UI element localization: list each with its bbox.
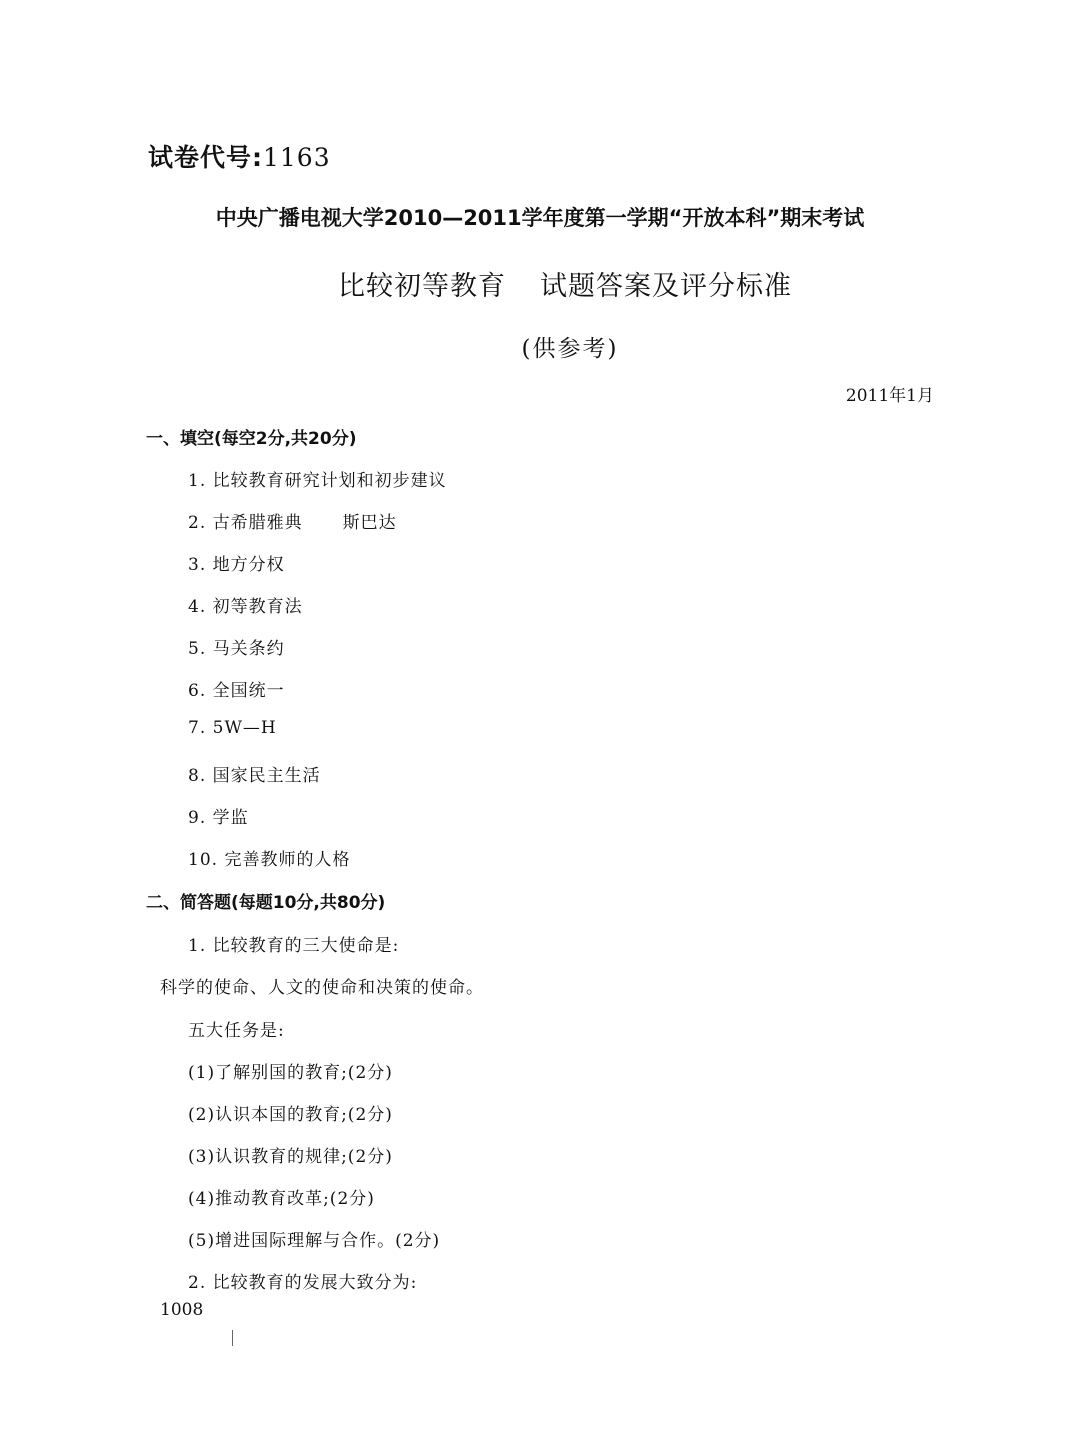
fill-answer-6: 6. 全国统一 — [188, 681, 285, 701]
paper-code — [148, 138, 331, 174]
fill-answer-1: 1. 比较教育研究计划和初步建议 — [188, 471, 447, 491]
margin-mark — [232, 1330, 233, 1346]
fill-answer-9: 9. 学监 — [188, 808, 249, 828]
reference-note: (供参考) — [521, 336, 619, 362]
paper-code-value: 1163 — [263, 143, 331, 172]
fill-answer-2-part-b: 斯巴达 — [342, 513, 397, 533]
short-answer-line-8: (5)增进国际理解与合作。(2分) — [188, 1231, 441, 1251]
short-answer-line-9: 2. 比较教育的发展大致分为: — [188, 1273, 418, 1293]
short-answer-line-2: 科学的使命、人文的使命和决策的使命。 — [160, 978, 484, 998]
short-answer-line-4: (1)了解别国的教育;(2分) — [188, 1063, 393, 1083]
paper-code-label: 试卷代号: — [148, 143, 263, 172]
section-heading-short-answer: 二、简答题(每题10分,共80分) — [146, 893, 386, 913]
subject-title — [0, 264, 1080, 303]
fill-answer-10: 10. 完善教师的人格 — [188, 850, 351, 870]
short-answer-line-7: (4)推动教育改革;(2分) — [188, 1189, 375, 1209]
short-answer-line-5: (2)认识本国的教育;(2分) — [188, 1105, 393, 1125]
page-number: 1008 — [160, 1300, 204, 1320]
fill-answer-4: 4. 初等教育法 — [188, 597, 303, 617]
fill-answer-2-part-a: 2. 古希腊雅典 — [188, 513, 303, 533]
fill-answer-5: 5. 马关条约 — [188, 639, 285, 659]
subject-suffix: 试题答案及评分标准 — [540, 271, 792, 302]
exam-title: 中央广播电视大学2010—2011学年度第一学期“开放本科”期末考试 — [215, 206, 865, 230]
exam-date: 2011年1月 — [845, 386, 934, 406]
subject-name: 比较初等教育 — [338, 271, 506, 302]
fill-answer-8: 8. 国家民主生活 — [188, 766, 321, 786]
short-answer-line-3: 五大任务是: — [188, 1021, 285, 1041]
short-answer-line-6: (3)认识教育的规律;(2分) — [188, 1147, 393, 1167]
fill-answer-3: 3. 地方分权 — [188, 555, 285, 575]
fill-answer-2 — [188, 508, 397, 533]
section-heading-fill-blank: 一、填空(每空2分,共20分) — [146, 429, 357, 449]
fill-answer-7: 7. 5W—H — [188, 718, 277, 738]
short-answer-line-1: 1. 比较教育的三大使命是: — [188, 936, 400, 956]
